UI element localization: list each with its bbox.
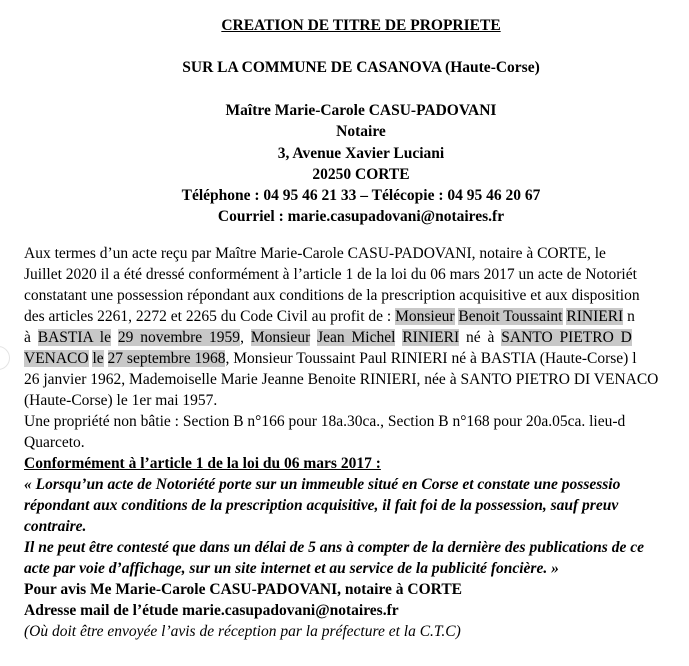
body-line xyxy=(24,348,689,369)
quote-line: contraire. xyxy=(24,518,87,535)
body-line xyxy=(24,306,689,327)
quote-line: « Lorsqu’un acte de Notoriété porte sur un immeuble situé en Corse et constate une possessio xyxy=(24,476,621,493)
body-line: (Haute-Corse) le 1er mai 1957. xyxy=(24,392,218,409)
text: des articles 2261, 2272 et 2265 du Code Civil au profit de : xyxy=(24,308,396,325)
notary-role: Notaire xyxy=(336,123,386,141)
highlight: SANTO PIETRO D xyxy=(501,329,632,346)
body-line: Aux termes d’un acte reçu par Maître Marie-Carole CASU-PADOVANI, notaire à CORTE, le xyxy=(24,245,606,262)
body-line: Une propriété non bâtie : Section B n°166 pour 18a.30ca., Section B n°168 pour 20a.05ca. lieu-d xyxy=(24,413,626,430)
highlight: le xyxy=(99,329,111,346)
notary-address: 3, Avenue Xavier Luciani xyxy=(277,144,445,162)
page-title: CREATION DE TITRE DE PROPRIETE xyxy=(221,17,501,34)
notary-block xyxy=(0,100,689,228)
page-subtitle: SUR LA COMMUNE DE CASANOVA (Haute-Corse) xyxy=(182,59,540,76)
highlight: RINIERI xyxy=(566,308,624,325)
text: , Monsieur Toussaint Paul RINIERI né à BASTIA (Haute-Corse) l xyxy=(225,350,637,367)
highlight: le xyxy=(92,350,104,367)
document-body xyxy=(24,243,689,642)
notary-city: 20250 CORTE xyxy=(312,165,410,183)
law-heading: Conformément à l’article 1 de la loi du 06 mars 2017 : xyxy=(24,455,381,472)
text: à xyxy=(24,329,38,346)
highlight: Monsieur xyxy=(395,308,455,325)
notary-phone: Téléphone : 04 95 46 21 33 – Télécopie : 04 95 46 20 67 xyxy=(181,187,541,205)
notary-email: Courriel : marie.casupadovani@notaires.fr xyxy=(217,208,505,226)
highlight: 29 novembre 1959 xyxy=(117,329,241,346)
edge-artifact xyxy=(0,346,10,370)
highlight: BASTIA xyxy=(37,329,100,346)
notice-line: Pour avis Me Marie-Carole CASU-PADOVANI, notaire à CORTE xyxy=(24,581,463,598)
quote-line: Il ne peut être contesté que dans un délai de 5 ans à compter de la dernière des publications de ce xyxy=(24,539,644,556)
body-line: Juillet 2020 il a été dressé conformément à l’article 1 de la loi du 06 mars 2017 un acte de Notoriét xyxy=(24,266,637,283)
text: , xyxy=(240,329,251,346)
footnote-line: (Où doit être envoyée l’avis de réception par la préfecture et la C.T.C) xyxy=(24,623,461,640)
body-line xyxy=(24,327,689,348)
highlight: RINIERI xyxy=(402,329,460,346)
body-line: constatant une possession répondant aux conditions de la prescription acquisitive et aux disposition xyxy=(24,287,640,304)
text: n xyxy=(623,308,635,325)
quote-line: acte par voie d’affichage, sur un site internet et au service de la publicité foncière. » xyxy=(24,560,559,577)
highlight: VENACO xyxy=(24,350,89,367)
office-email-line: Adresse mail de l’étude marie.casupadovani@notaires.fr xyxy=(24,602,399,619)
highlight: Benoit Toussaint xyxy=(458,308,563,325)
highlight: 27 septembre 1968 xyxy=(107,350,226,367)
text: né à xyxy=(459,329,502,346)
highlight: Jean Michel xyxy=(317,329,396,346)
notary-name: Maître Marie-Carole CASU-PADOVANI xyxy=(225,102,497,119)
body-line: 26 janvier 1962, Mademoiselle Marie Jeanne Benoite RINIERI, née à SANTO PIETRO DI VENACO xyxy=(24,371,659,388)
body-line: Quarceto. xyxy=(24,434,85,451)
highlight: Monsieur xyxy=(250,329,311,346)
quote-line: répondant aux conditions de la prescription acquisitive, il fait foi de la possession, sauf preuv xyxy=(24,497,619,514)
